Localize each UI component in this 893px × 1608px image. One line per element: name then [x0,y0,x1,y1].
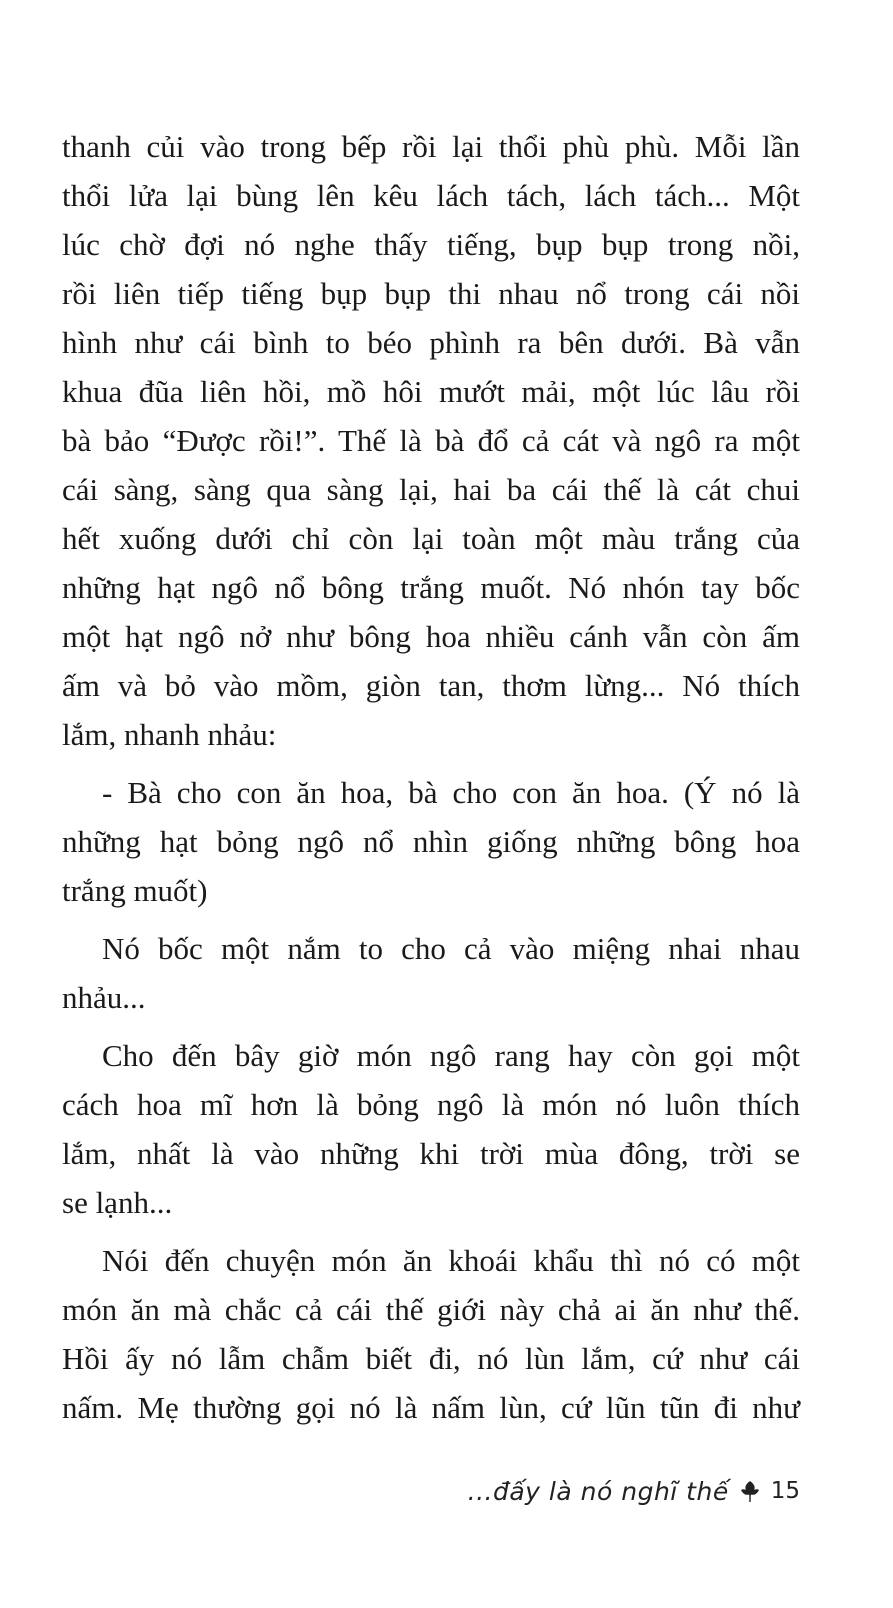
text-line: trắng muốt) [62,873,208,908]
paragraph [62,768,800,915]
text-line: lắm, nhanh nhảu: [62,717,277,752]
text-line: ấm và bỏ vào mồm, giòn tan, thơm lừng... Nó thích [62,668,800,703]
text-line: hết xuống dưới chỉ còn lại toàn một màu trắng của [62,521,800,556]
text-line: thanh củi vào trong bếp rồi lại thổi phù phù. Mỗi lần [62,129,800,164]
text-line: Cho đến bây giờ món ngô rang hay còn gọi một [102,1038,800,1073]
paragraph [62,924,800,1022]
paragraph-gap [62,1022,800,1031]
text-line: Nó bốc một nắm to cho cả vào miệng nhai nhau [102,931,800,966]
leaf-icon [739,1479,761,1503]
text-line: lắm, nhất là vào những khi trời mùa đông, trời se [62,1136,800,1171]
text-line: nhảu... [62,980,146,1015]
text-line: Nói đến chuyện món ăn khoái khẩu thì nó có một [102,1243,800,1278]
running-head: ...đấy là nó nghĩ thế [467,1476,729,1506]
paragraph [62,122,800,759]
paragraph-gap [62,915,800,924]
paragraph-gap [62,759,800,768]
text-line: hình như cái bình to béo phình ra bên dưới. Bà vẫn [62,325,800,360]
text-line: cái sàng, sàng qua sàng lại, hai ba cái thế là cát chui [62,472,800,507]
text-line: rồi liên tiếp tiếng bụp bụp thi nhau nổ trong cái nồi [62,276,800,311]
paragraph-gap [62,1227,800,1236]
text-line: bà bảo “Được rồi!”. Thế là bà đổ cả cát và ngô ra một [62,423,800,458]
body-text [62,122,800,1432]
paragraph [62,1236,800,1432]
paragraph [62,1031,800,1227]
text-line: lúc chờ đợi nó nghe thấy tiếng, bụp bụp trong nồi, [62,227,800,262]
text-line: - Bà cho con ăn hoa, bà cho con ăn hoa. (Ý nó là [102,775,800,810]
text-line: một hạt ngô nở như bông hoa nhiều cánh vẫn còn ấm [62,619,800,654]
text-line: thổi lửa lại bùng lên kêu lách tách, lách tách... Một [62,178,800,213]
page-footer [468,1471,800,1511]
text-line: món ăn mà chắc cả cái thế giới này chả ai ăn như thế. [62,1292,800,1327]
text-line: những hạt ngô nổ bông trắng muốt. Nó nhón tay bốc [62,570,800,605]
text-line: khua đũa liên hồi, mồ hôi mướt mải, một lúc lâu rồi [62,374,800,409]
page-number: 15 [770,1478,800,1504]
text-line: se lạnh... [62,1185,173,1220]
text-line: cách hoa mĩ hơn là bỏng ngô là món nó luôn thích [62,1087,800,1122]
text-line: Hồi ấy nó lẫm chẫm biết đi, nó lùn lắm, cứ như cái [62,1341,800,1376]
text-line: những hạt bỏng ngô nổ nhìn giống những bông hoa [62,824,800,859]
text-line: nấm. Mẹ thường gọi nó là nấm lùn, cứ lũn tũn đi như [62,1390,800,1425]
